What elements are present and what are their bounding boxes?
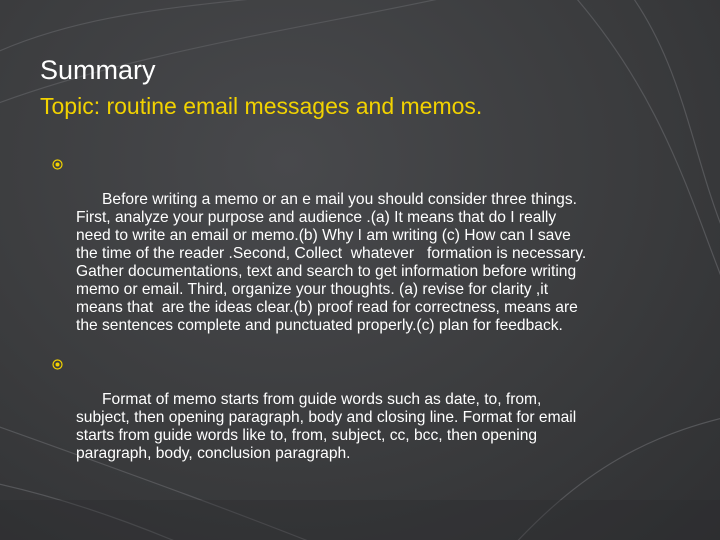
circled-dot-icon: [52, 359, 63, 370]
bottom-shadow: [0, 500, 720, 540]
bullet-text: Format of memo starts from guide words such as date, to, from, subject, then opening paragraph, body and closing line. Format for email starts from guide words like to, from, subject, cc, bcc, then opening paragraph, body, conclusion paragraph.: [76, 391, 581, 462]
list-item: [52, 155, 592, 353]
circled-dot-icon: [52, 159, 63, 170]
bullet-text: Before writing a memo or an e mail you should consider three things. First, analyze your purpose and audience .(a) It means that do I really need to write an email or memo.(b) Why I am writing (c) How can I save the time of the reader .Second, Collect whatever formation is necessary. Gather documentations, text and search to get information before writing memo or email. Third, organize your thoughts. (a) revise for clarity ,it means that are the ideas clear.(b) proof read for correctness, means are the sentences complete and punctuated properly.(c) plan for feedback.: [76, 191, 591, 334]
decor-curve: [620, 0, 720, 300]
slide-subtitle: Topic: routine email messages and memos.: [40, 93, 483, 119]
title-block: [40, 54, 680, 120]
decor-curve: [0, 0, 420, 60]
bullet-list: [52, 155, 592, 483]
list-item: [52, 355, 592, 481]
slide-title: Summary: [40, 55, 156, 85]
